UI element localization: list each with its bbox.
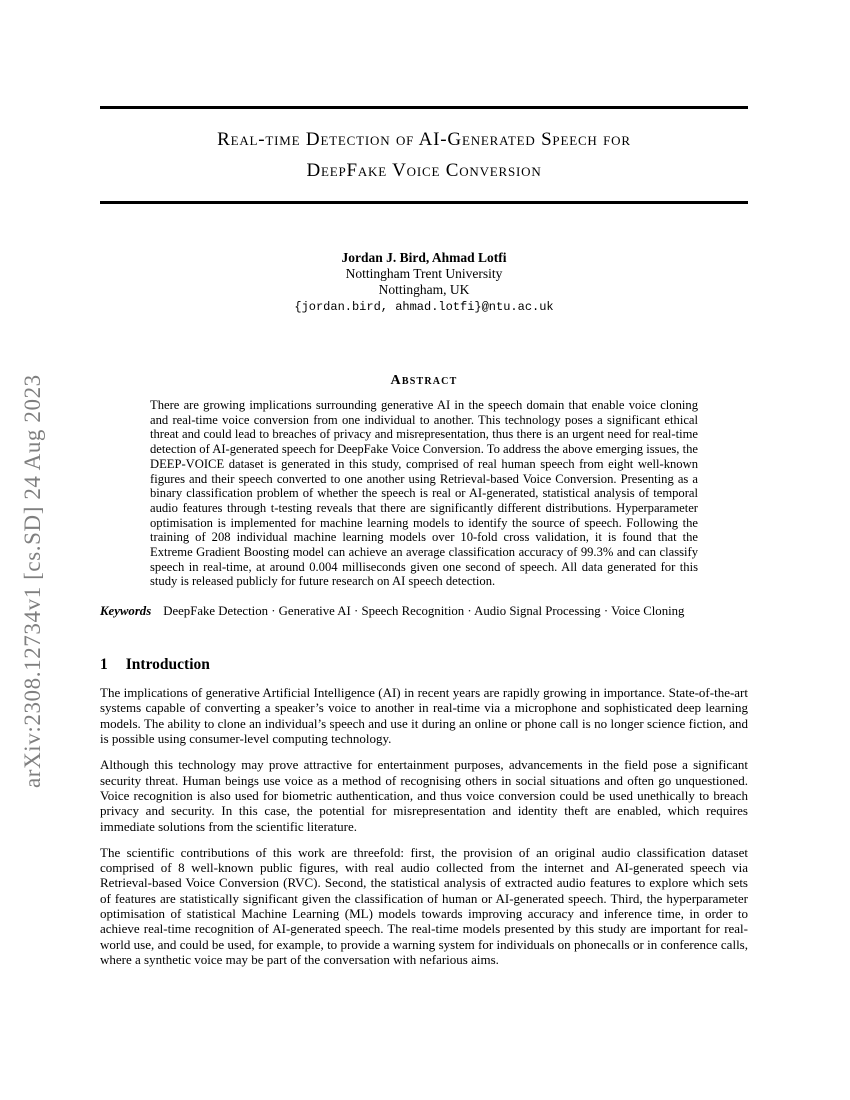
author-names: Jordan J. Bird, Ahmad Lotfi [341, 250, 507, 265]
arxiv-watermark: arXiv:2308.12734v1 [cs.SD] 24 Aug 2023 [20, 374, 45, 788]
intro-paragraph-1: The implications of generative Artificial Intelligence (AI) in recent years are rapidly growing in importance. State-of-the-art systems capable of converting a speaker’s voice to another in real-time via a microphone and sophisticated deep learning models. The ability to clone an individual’s speech and use it during an online or phone call is no longer science fiction, and is possible using consumer-level computing technology. [100, 685, 748, 747]
abstract-text: There are growing implications surrounding generative AI in the speech domain that enable voice cloning and real-time voice conversion from one individual to another. This technology poses a significant ethical threat and could lead to breaches of privacy and misrepresentation, thus there is an urgent need for real-time detection of AI-generated speech for DeepFake Voice Conversion. To address the above emerging issues, the DEEP-VOICE dataset is generated in this study, comprised of real human speech from eight well-known figures and their speech converted to one another using Retrieval-based Voice Conversion. Presenting as a binary classification problem of whether the speech is real or AI-generated, statistical analysis of temporal audio features through t-testing reveals that there are significantly different distributions. Hyperparameter optimisation is implemented for machine learning models to identify the source of speech. Following the training of 208 individual machine learning models over 10-fold cross validation, it is found that the Extreme Gradient Boosting model can achieve an average classification accuracy of 99.3% and can classify speech in real-time, at around 0.004 milliseconds given one second of speech. All data generated for this study is released publicly for future research on AI speech detection. [150, 398, 698, 589]
title-line-1: Real-time Detection of AI-Generated Speech for [217, 129, 631, 150]
title-line-2: DeepFake Voice Conversion [306, 160, 542, 181]
keywords-label: Keywords [100, 604, 152, 619]
section-number: 1 [100, 656, 108, 674]
affiliation: Nottingham Trent University [345, 266, 503, 281]
title-rule-top [100, 106, 748, 109]
keywords-line [100, 604, 748, 619]
abstract-heading: Abstract [390, 373, 458, 388]
title-rule-bottom [100, 201, 748, 204]
keywords-text: DeepFake Detection · Generative AI · Speech Recognition · Audio Signal Processing · Voice Cloning [163, 604, 685, 619]
section-title: Introduction [125, 656, 210, 674]
paper-title [110, 124, 738, 186]
affiliation-location: Nottingham, UK [378, 282, 470, 297]
section-heading-introduction [100, 656, 748, 674]
paper-content [100, 0, 748, 967]
intro-paragraph-2: Although this technology may prove attractive for entertainment purposes, advancements in the field pose a significant security threat. Human beings use voice as a method of recognising others in social situations and often go unquestioned. Voice recognition is also used for biometric authentication, and thus voice conversion could be used unethically to breach privacy and security. In this case, the potential for misrepresentation and identity theft are enabled, which requires immediate solutions from the scientific literature. [100, 757, 748, 834]
author-block [100, 250, 748, 315]
intro-paragraph-3: The scientific contributions of this work are threefold: first, the provision of an original audio classification dataset comprised of 8 well-known public figures, with real audio collected from the internet and AI-generated speech via Retrieval-based Voice Conversion (RVC). Second, the statistical analysis of extracted audio features to explore which sets of features are statistically significant given the classification of human or AI-generated speech. Third, the hyperparameter optimisation of statistical Machine Learning (ML) models towards improving accuracy and inference time, in order to achieve real-time recognition of AI-generated speech. The real-time models presented by this study are important for real-world use, and could be used, for example, to provide a warning system for individuals on phonecalls or in conference calls, where a synthetic voice may be part of the conversation with nefarious aims. [100, 844, 748, 967]
author-emails: {jordan.bird, ahmad.lotfi}@ntu.ac.uk [294, 300, 554, 314]
